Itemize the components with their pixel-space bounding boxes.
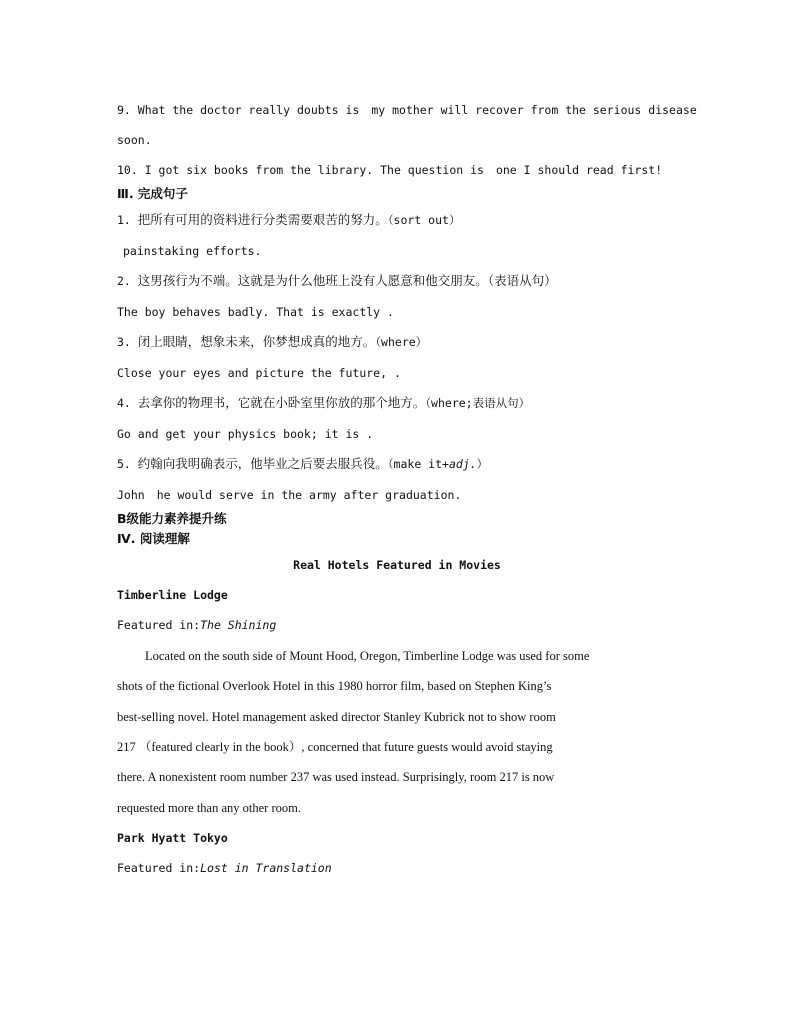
level-b-heading: B级能力素养提升练 bbox=[117, 511, 227, 526]
hotel-1-movie-title: The Shining bbox=[200, 618, 277, 632]
sentence-1-answer: painstaking efforts. bbox=[123, 244, 262, 258]
question-10 bbox=[117, 162, 687, 178]
sentence-2-chinese: 这男孩行为不端。这就是为什么他班上没有人愿意和他交朋友。 bbox=[137, 273, 488, 288]
hotel-1-para-line-1: Located on the south side of Mount Hood, Oregon, Timberline Lodge was used for some bbox=[145, 649, 590, 663]
sentence-4-chinese: 去拿你的物理书，它就在小卧室里你放的那个地方。 bbox=[137, 395, 426, 410]
sentence-3-answer: Close your eyes and picture the future, . bbox=[117, 366, 401, 380]
hotel-1-name: Timberline Lodge bbox=[117, 588, 228, 602]
hotel-2-name: Park Hyatt Tokyo bbox=[117, 831, 228, 845]
hotel-1-para-line-5: there. A nonexistent room number 237 was used instead. Surprisingly, room 217 is now bbox=[117, 770, 555, 784]
sentence-1-hint: （sort out） bbox=[387, 213, 461, 227]
sentence-2-hint: （表语从句） bbox=[487, 273, 557, 288]
sentence-5-hint: （make it+ bbox=[387, 457, 449, 471]
hotel-1-featured bbox=[117, 617, 687, 633]
sentence-4-number: 4. bbox=[117, 396, 131, 410]
sentence-5-number: 5. bbox=[117, 457, 131, 471]
section-4-heading: Ⅳ. 阅读理解 bbox=[117, 531, 190, 546]
sentence-5-answer-a: John bbox=[117, 488, 145, 502]
sentence-4-prompt bbox=[117, 395, 687, 411]
hotel-1-featured-label: Featured in: bbox=[117, 618, 201, 632]
sentence-5-answer-b: he would serve in the army after graduation. bbox=[156, 488, 462, 502]
sentence-5-hint-close: ） bbox=[476, 457, 489, 471]
sentence-1-prompt bbox=[117, 212, 687, 228]
hotel-1-para-line-2: shots of the fictional Overlook Hotel in this 1980 horror film, based on Stephen King’s bbox=[117, 679, 552, 693]
hotel-2-featured-label: Featured in: bbox=[117, 861, 201, 875]
question-10-text: 10. I got six books from the library. The question is bbox=[117, 163, 484, 177]
sentence-3-hint: （where） bbox=[375, 335, 428, 349]
question-9-text: 9. What the doctor really doubts is bbox=[117, 103, 360, 117]
sentence-2-answer: The boy behaves badly. That is exactly . bbox=[117, 305, 394, 319]
sentence-2-number: 2. bbox=[117, 274, 131, 288]
hotel-2-featured bbox=[117, 860, 687, 876]
question-9-line-1 bbox=[117, 102, 697, 118]
sentence-3-chinese: 闭上眼睛，想象未来，你梦想成真的地方。 bbox=[137, 334, 376, 349]
sentence-2-prompt bbox=[117, 273, 687, 289]
sentence-5-answer bbox=[117, 487, 687, 503]
hotel-1-para-line-4: 217 （featured clearly in the book）, concerned that future guests would avoid staying bbox=[117, 740, 553, 754]
sentence-4-hint: （where;表语从句） bbox=[425, 396, 531, 410]
sentence-5-hint-adj: adj. bbox=[448, 457, 477, 471]
sentence-3-prompt bbox=[117, 334, 687, 350]
hotel-1-para-line-6: requested more than any other room. bbox=[117, 801, 301, 815]
sentence-1-number: 1. bbox=[117, 213, 131, 227]
hotel-1-para-line-3: best-selling novel. Hotel management asked director Stanley Kubrick not to show room bbox=[117, 710, 556, 724]
question-10-text-cont: one I should read first! bbox=[495, 163, 663, 177]
sentence-3-number: 3. bbox=[117, 335, 131, 349]
sentence-1-chinese: 把所有可用的资料进行分类需要艰苦的努力。 bbox=[137, 212, 388, 227]
section-3-heading: Ⅲ. 完成句子 bbox=[117, 186, 188, 201]
question-9-text-cont: my mother will recover from the serious disease bbox=[371, 103, 697, 117]
sentence-5-chinese: 约翰向我明确表示，他毕业之后要去服兵役。 bbox=[137, 456, 388, 471]
sentence-5-prompt bbox=[117, 456, 687, 472]
hotel-2-movie-title: Lost in Translation bbox=[200, 861, 332, 875]
question-9-line-2: soon. bbox=[117, 133, 152, 147]
sentence-4-answer: Go and get your physics book; it is . bbox=[117, 427, 374, 441]
article-title: Real Hotels Featured in Movies bbox=[293, 558, 501, 572]
